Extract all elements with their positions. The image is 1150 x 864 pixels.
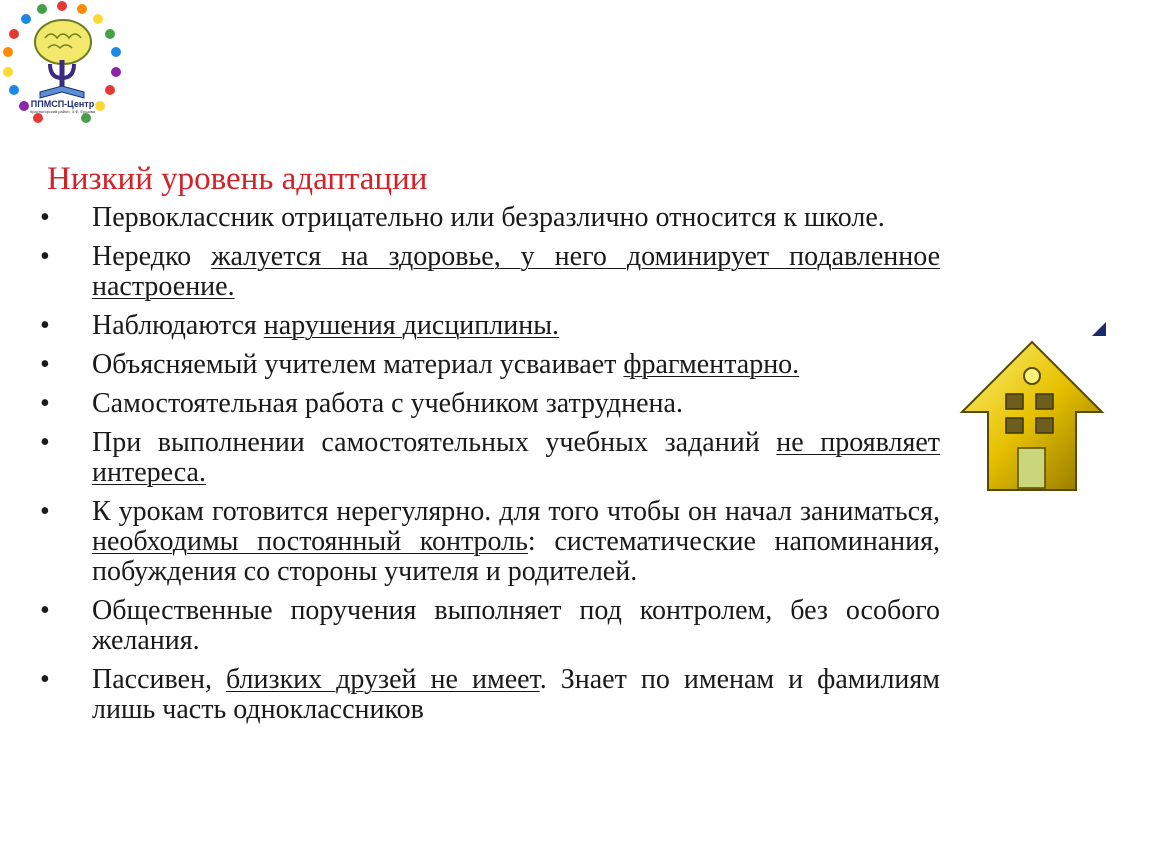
page-title: Низкий уровень адаптации (47, 161, 428, 197)
bullet-marker: • (40, 310, 50, 341)
list-item (40, 389, 940, 419)
list-item (40, 497, 940, 587)
item-text: Общественные поручения выполняет под контролем, без особого желания. (92, 595, 940, 656)
underlined-text: фрагментарно. (623, 349, 800, 380)
list-item (40, 350, 940, 380)
underlined-text: нарушения дисциплины. (263, 310, 560, 341)
item-text: Объясняемый учителем материал усваивает (92, 349, 624, 380)
item-text: Наблюдаются (92, 310, 264, 341)
item-text: Нередко (92, 241, 212, 272)
item-text: : систематические напоминания, побуждения со стороны учителя и родителей. (92, 526, 940, 587)
bullet-marker: • (40, 427, 50, 458)
logo-title: ППМСП-Центр (30, 99, 95, 109)
house-icon (958, 340, 1106, 492)
item-text: . Знает по именам и фамилиям лишь часть одноклассников (92, 664, 941, 725)
tree-brain-logo-icon (0, 0, 125, 135)
bullet-marker: • (40, 349, 50, 380)
bullet-list (40, 203, 940, 734)
bullet-marker: • (40, 202, 50, 233)
logo-subtitle: Красногорский район, З.Ф. Ершова (29, 109, 96, 114)
underlined-text: необходимы постоянный контроль (92, 526, 528, 557)
item-text: Пассивен, (92, 664, 226, 695)
bullet-marker: • (40, 664, 50, 695)
corner-triangle-icon (1092, 322, 1106, 336)
center-logo (0, 0, 125, 135)
item-text: Самостоятельная работа с учебником затруднена. (92, 388, 683, 419)
bullet-marker: • (40, 595, 50, 626)
underlined-text: близких друзей не имеет (226, 664, 540, 695)
item-text: Первоклассник отрицательно или безразлично относится к школе. (92, 202, 885, 233)
list-item (40, 428, 940, 488)
underlined-text: не проявляет интереса. (92, 427, 940, 488)
item-text: К урокам готовится нерегулярно. для того чтобы он начал заниматься, (92, 496, 940, 527)
list-item (40, 242, 940, 302)
list-item (40, 596, 940, 656)
list-item (40, 203, 940, 233)
bullet-marker: • (40, 496, 50, 527)
item-text: При выполнении самостоятельных учебных заданий (92, 427, 777, 458)
underlined-text: жалуется на здоровье, у него доминирует подавленное настроение. (92, 241, 941, 302)
list-item (40, 311, 940, 341)
bullet-marker: • (40, 241, 50, 272)
bullet-marker: • (40, 388, 50, 419)
list-item (40, 665, 940, 725)
